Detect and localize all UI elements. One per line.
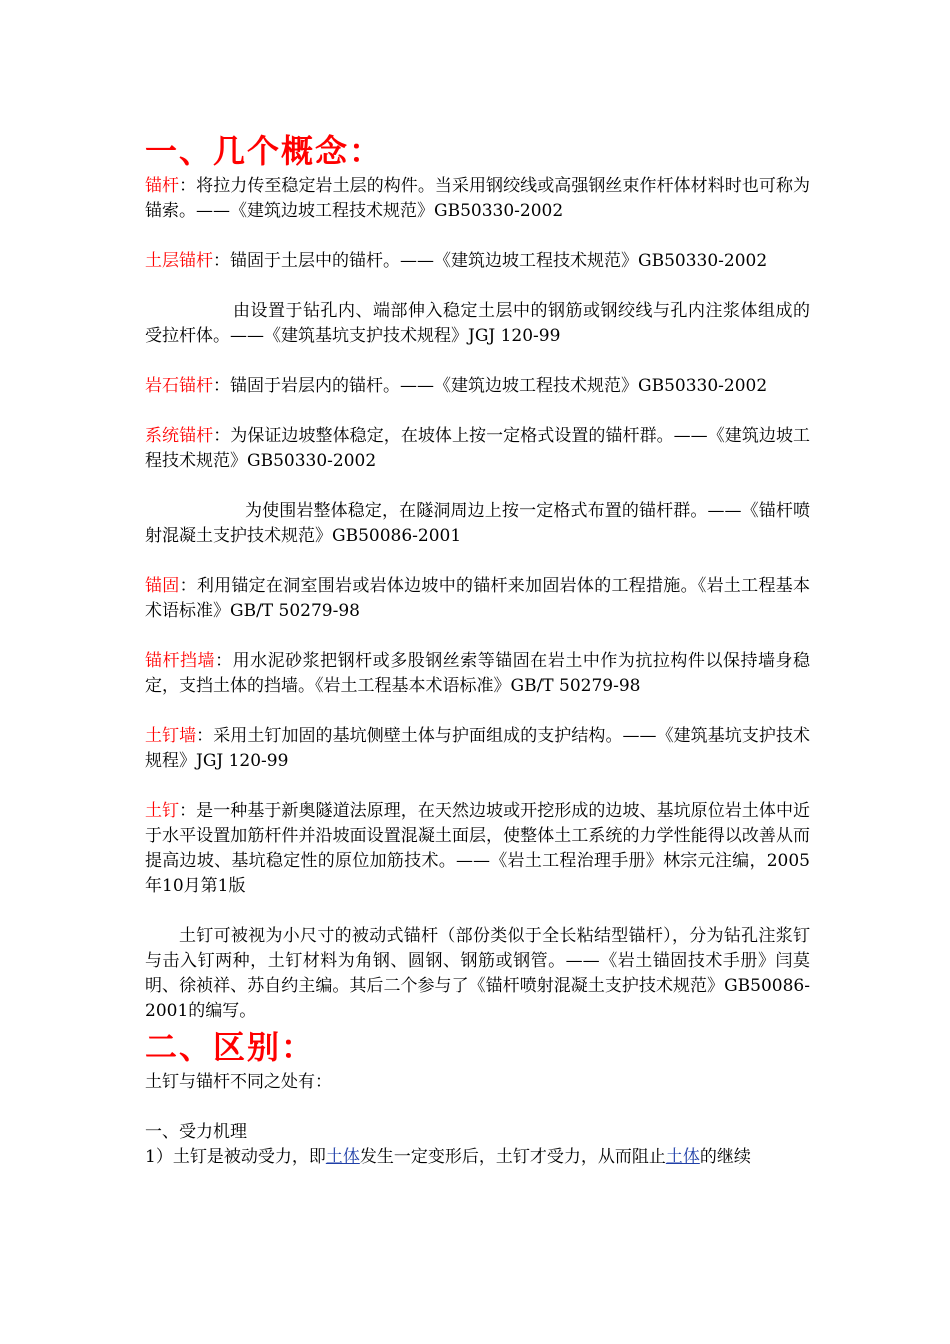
diff-subheading-mechanism: 一、受力机理: [145, 1122, 247, 1142]
def-anchor-wall: 锚杆挡墙：用水泥砂浆把钢杆或多股钢丝索等锚固在岩土中作为抗拉构件以保持墙身稳定，支挡土体的挡墙。《岩土工程基本术语标准》GB/T 50279-98: [145, 651, 811, 696]
def-anchor: 锚杆：将拉力传至稳定岩土层的构件。当采用钢绞线或高强钢丝束作杆体材料时也可称为锚索。——《建筑边坡工程技术规范》GB50330-2002: [145, 176, 811, 221]
def-rock-anchor: 岩石锚杆：锚固于岩层内的锚杆。——《建筑边坡工程技术规范》GB50330-2002: [145, 376, 768, 396]
def-system-anchor: 系统锚杆：为保证边坡整体稳定，在坡体上按一定格式设置的锚杆群。——《建筑边坡工程技术规范》GB50330-2002: [145, 426, 811, 471]
def-system-anchor-alt: 为使围岩整体稳定，在隧洞周边上按一定格式布置的锚杆群。——《锚杆喷射混凝土支护技术规范》GB50086-2001: [145, 501, 810, 546]
section-title-differences: 二、区别：: [145, 1028, 316, 1066]
def-soil-anchor: 土层锚杆：锚固于土层中的锚杆。——《建筑边坡工程技术规范》GB50330-2002: [145, 251, 768, 271]
def-anchorage: 锚固：利用锚定在洞室围岩或岩体边坡中的锚杆来加固岩体的工程措施。《岩土工程基本术语标准》GB/T 50279-98: [145, 576, 811, 621]
diff-item-1: 1）土钉是被动受力，即土体发生一定变形后，土钉才受力，从而阻止土体的继续: [145, 1147, 751, 1167]
soil-link-2[interactable]: 土体: [665, 1147, 700, 1167]
def-soil-anchor-alt: 由设置于钻孔内、端部伸入稳定土层中的钢筋或钢绞线与孔内注浆体组成的受拉杆体。——《建筑基坑支护技术规程》JGJ 120-99: [145, 301, 810, 346]
soil-link-1[interactable]: 土体: [325, 1147, 360, 1167]
section-title-concepts: 一、几个概念：: [145, 132, 384, 170]
def-soil-nail-wall: 土钉墙：采用土钉加固的基坑侧壁土体与护面组成的支护结构。——《建筑基坑支护技术规程》JGJ 120-99: [145, 726, 811, 771]
document-page: [145, 128, 810, 1170]
diff-intro: 土钉与锚杆不同之处有：: [145, 1072, 332, 1092]
def-soil-nail: 土钉：是一种基于新奥隧道法原理，在天然边坡或开挖形成的边坡、基坑原位岩土体中近于水平设置加筋杆件并沿坡面设置混凝土面层，使整体土工系统的力学性能得以改善从而提高边坡、基坑稳定性的原位加筋技术。——《岩土工程治理手册》林宗元注编，2005年10月第1版: [145, 801, 811, 896]
para-soil-nail-note: 土钉可被视为小尺寸的被动式锚杆（部份类似于全长粘结型锚杆），分为钻孔注浆钉与击入钉两种，土钉材料为角钢、圆钢、钢筋或钢管。——《岩土锚固技术手册》闫莫明、徐祯祥、苏自约主编。其后二个参与了《锚杆喷射混凝土支护技术规范》GB50086-2001的编写。: [145, 926, 810, 1021]
